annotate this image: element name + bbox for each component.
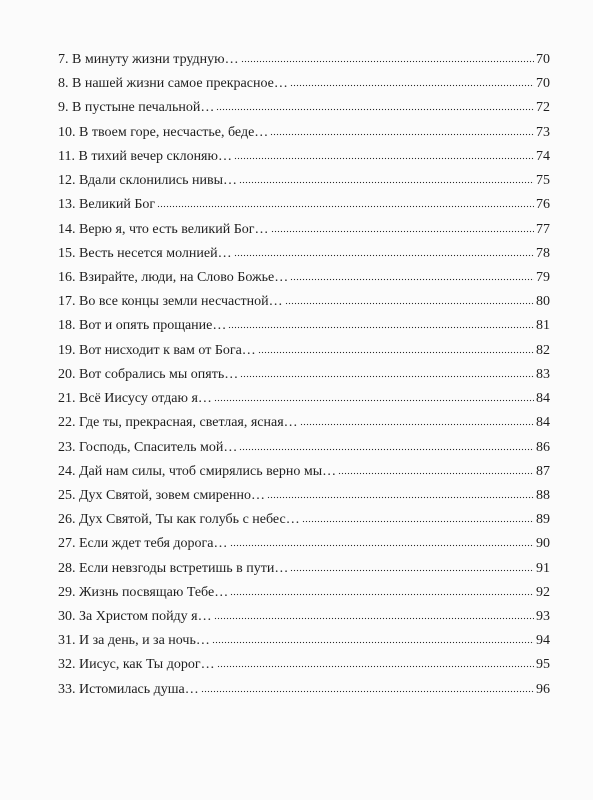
dot-leader	[230, 593, 534, 596]
toc-entry-title: 27. Если ждет тебя дорога…	[58, 536, 228, 552]
toc-entry-page-number: 84	[536, 391, 550, 407]
toc-entry-title: 26. Дух Святой, Ты как голубь с небес…	[58, 512, 300, 528]
toc-entry[interactable]	[58, 363, 550, 387]
toc-entry[interactable]	[58, 218, 550, 242]
toc-entry[interactable]	[58, 629, 550, 653]
toc-entry-page-number: 88	[536, 487, 550, 503]
dot-leader	[214, 617, 534, 620]
toc-entry-title: 15. Весть несется молнией…	[58, 245, 232, 261]
toc-entry[interactable]	[58, 484, 550, 508]
toc-entry-title: 13. Великий Бог	[58, 197, 156, 213]
dot-leader	[228, 326, 534, 329]
toc-entry-title: 33. Истомилась душа…	[58, 681, 199, 697]
toc-entry-page-number: 89	[536, 512, 550, 528]
dot-leader	[234, 157, 534, 160]
toc-entry[interactable]	[58, 242, 550, 266]
toc-entry-page-number: 74	[536, 148, 550, 164]
dot-leader	[290, 278, 534, 281]
toc-entry-page-number: 73	[536, 124, 550, 140]
dot-leader	[239, 448, 534, 451]
toc-entry-title: 20. Вот собрались мы опять…	[58, 366, 239, 382]
toc-entry[interactable]	[58, 436, 550, 460]
toc-entry-title: 10. В твоем горе, несчастье, беде…	[58, 124, 269, 140]
dot-leader	[285, 302, 534, 305]
dot-leader	[240, 375, 534, 378]
toc-entry-page-number: 75	[536, 173, 550, 189]
toc-entry-title: 12. Вдали склонились нивы…	[58, 173, 237, 189]
toc-entry[interactable]	[58, 508, 550, 532]
toc-entry[interactable]	[58, 653, 550, 677]
toc-entry[interactable]	[58, 145, 550, 169]
toc-entry-page-number: 81	[536, 318, 550, 334]
toc-entry-page-number: 72	[536, 100, 550, 116]
toc-entry-page-number: 86	[536, 439, 550, 455]
toc-entry[interactable]	[58, 411, 550, 435]
toc-entry-page-number: 76	[536, 197, 550, 213]
toc-entry-title: 31. И за день, и за ночь…	[58, 633, 210, 649]
toc-entry[interactable]	[58, 96, 550, 120]
toc-entry-page-number: 80	[536, 294, 550, 310]
toc-entry-page-number: 84	[536, 415, 550, 431]
toc-entry[interactable]	[58, 557, 550, 581]
toc-entry[interactable]	[58, 339, 550, 363]
toc-entry[interactable]	[58, 72, 550, 96]
toc-entry-title: 24. Дай нам силы, чтоб смирялись верно мы…	[58, 463, 337, 479]
dot-leader	[214, 399, 534, 402]
toc-entry[interactable]	[58, 678, 550, 702]
toc-entry-title: 16. Взирайте, люди, на Слово Божье…	[58, 269, 289, 285]
toc-entry-page-number: 92	[536, 584, 550, 600]
dot-leader	[230, 544, 535, 547]
dot-leader	[241, 60, 534, 63]
toc-entry-title: 14. Верю я, что есть великий Бог…	[58, 221, 269, 237]
dot-leader	[290, 84, 534, 87]
dot-leader	[157, 205, 534, 208]
dot-leader	[290, 569, 534, 572]
toc-entry-page-number: 83	[536, 366, 550, 382]
toc-entry-title: 23. Господь, Спаситель мой…	[58, 439, 238, 455]
toc-entry-title: 28. Если невзгоды встретишь в пути…	[58, 560, 289, 576]
toc-entry[interactable]	[58, 581, 550, 605]
toc-entry-title: 25. Дух Святой, зовем смиренно…	[58, 487, 265, 503]
toc-entry-title: 21. Всё Иисусу отдаю я…	[58, 391, 212, 407]
dot-leader	[234, 254, 534, 257]
toc-entry-page-number: 93	[536, 609, 550, 625]
dot-leader	[271, 230, 535, 233]
toc-entry[interactable]	[58, 121, 550, 145]
toc-entry-title: 22. Где ты, прекрасная, светлая, ясная…	[58, 415, 298, 431]
toc-entry-page-number: 91	[536, 560, 550, 576]
toc-entry[interactable]	[58, 193, 550, 217]
toc-entry-title: 19. Вот нисходит к вам от Бога…	[58, 342, 256, 358]
dot-leader	[216, 108, 534, 111]
toc-entry-title: 7. В минуту жизни трудную…	[58, 52, 239, 67]
toc-entry-page-number: 90	[536, 536, 550, 552]
toc-entry-title: 32. Иисус, как Ты дорог…	[58, 657, 215, 673]
toc-entry-page-number: 77	[536, 221, 550, 237]
dot-leader	[270, 133, 534, 136]
dot-leader	[217, 665, 534, 668]
toc-entry-title: 11. В тихий вечер склоняю…	[58, 148, 232, 164]
toc-entry-title: 29. Жизнь посвящаю Тебе…	[58, 584, 229, 600]
toc-entry-page-number: 70	[536, 76, 550, 92]
toc-entry-title: 9. В пустыне печальной…	[58, 100, 215, 116]
toc-entry-page-number: 94	[536, 633, 550, 649]
toc-entry-page-number: 87	[536, 463, 550, 479]
dot-leader	[239, 181, 534, 184]
toc-entry[interactable]	[58, 290, 550, 314]
toc-entry[interactable]	[58, 460, 550, 484]
toc-entry[interactable]	[58, 532, 550, 556]
toc-entry[interactable]	[58, 314, 550, 338]
dot-leader	[300, 423, 534, 426]
dot-leader	[338, 472, 534, 475]
dot-leader	[302, 520, 534, 523]
toc-entry[interactable]	[58, 387, 550, 411]
toc-entry-page-number: 82	[536, 342, 550, 358]
toc-entry-title: 17. Во все концы земли несчастной…	[58, 294, 283, 310]
toc-entry-page-number: 96	[536, 681, 550, 697]
dot-leader	[258, 351, 534, 354]
table-of-contents	[58, 48, 550, 702]
toc-entry[interactable]	[58, 266, 550, 290]
toc-entry[interactable]	[58, 605, 550, 629]
dot-leader	[267, 496, 534, 499]
toc-entry-title: 30. За Христом пойду я…	[58, 609, 212, 625]
toc-entry-title: 18. Вот и опять прощание…	[58, 318, 227, 334]
toc-entry[interactable]	[58, 169, 550, 193]
dot-leader	[201, 690, 534, 693]
dot-leader	[212, 641, 534, 644]
toc-entry-title: 8. В нашей жизни самое прекрасное…	[58, 76, 288, 92]
toc-entry-page-number: 95	[536, 657, 550, 673]
toc-entry-page-number: 70	[536, 52, 550, 67]
toc-entry[interactable]	[58, 48, 550, 72]
toc-entry-page-number: 79	[536, 269, 550, 285]
toc-entry-page-number: 78	[536, 245, 550, 261]
